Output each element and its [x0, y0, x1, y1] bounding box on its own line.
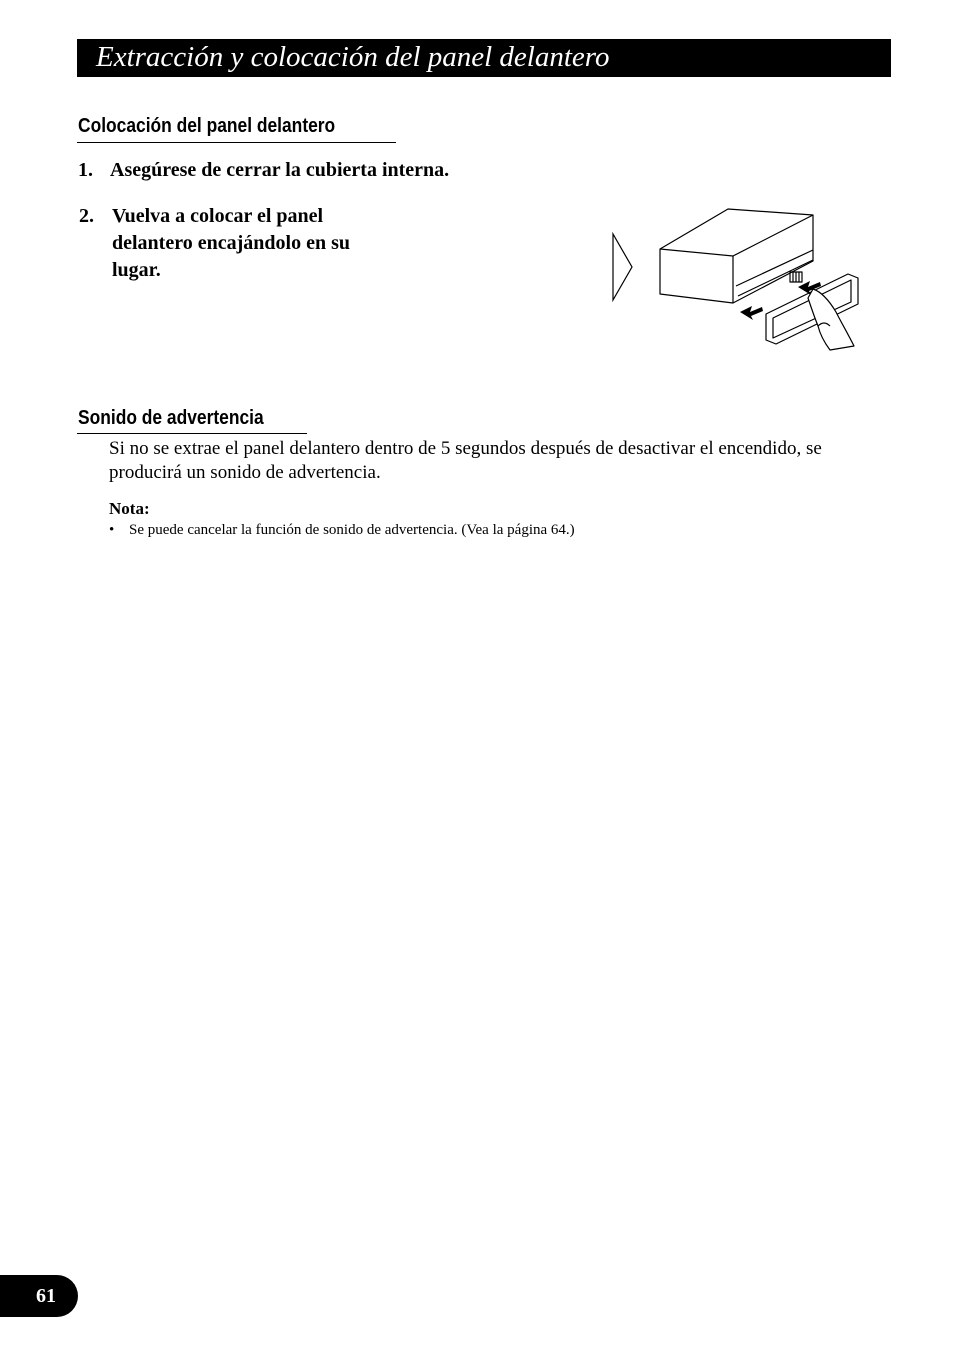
step-text: Vuelva a colocar el panel delantero encajándolo en su lugar.	[112, 205, 350, 281]
car-stereo-unit-icon	[660, 209, 813, 303]
page-title: Extracción y colocación del panel delantero	[96, 41, 610, 73]
front-panel-attach-illustration	[608, 204, 868, 354]
step-text: Asegúrese de cerrar la cubierta interna.	[110, 159, 450, 181]
page-number-tab	[0, 1275, 78, 1317]
note-item	[109, 520, 575, 540]
step-number: 1.	[78, 159, 93, 181]
bullet-icon: •	[109, 522, 115, 538]
step-number: 2.	[79, 205, 94, 227]
heading-underline	[77, 433, 307, 434]
heading-underline	[77, 142, 396, 143]
title-bar	[77, 39, 891, 77]
triangle-arrow-icon	[613, 234, 632, 300]
note-label: Nota:	[109, 499, 150, 518]
section-heading-sonido: Sonido de advertencia	[78, 407, 264, 429]
page-number: 61	[36, 1285, 56, 1307]
section-heading-colocacion: Colocación del panel delantero	[78, 115, 336, 137]
note-item-text: Se puede cancelar la función de sonido de advertencia. (Vea la página 64.)	[129, 522, 575, 538]
warning-sound-paragraph: Si no se extrae el panel delantero dentro de 5 segundos después de desactivar el encendido, se producirá un sonido de advertencia.	[109, 438, 822, 483]
